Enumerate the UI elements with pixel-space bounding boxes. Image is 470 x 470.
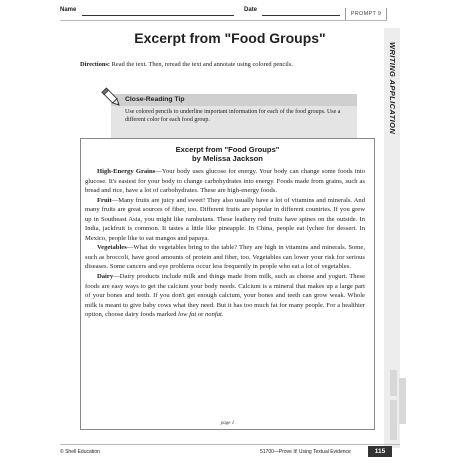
directions-text: Read the text. Then, reread the text and annotate using colored pencils. [110, 61, 293, 68]
italic-low-fat: low fat [178, 311, 197, 319]
text-dairy-end: . [221, 311, 224, 319]
bar-3 [390, 400, 397, 440]
passage-title: Excerpt from "Food Groups" [175, 145, 280, 154]
bar-1 [390, 370, 397, 396]
tip-body: Use colored pencils to underline important information for each of the food groups. Use a different color for each food group. [125, 109, 341, 123]
bottom-rule [60, 444, 400, 445]
heading-vegetables: Vegetables [97, 244, 127, 252]
italic-nonfat: nonfat [204, 311, 222, 319]
passage-author: by Melissa Jackson [192, 154, 263, 163]
directions [80, 61, 370, 69]
tip-heading: Close-Reading Tip [125, 95, 185, 103]
directions-label: Directions: [80, 61, 111, 68]
side-label-text: WRITING APPLICATION [388, 42, 397, 135]
passage-body [85, 167, 365, 320]
pencil-icon [100, 86, 124, 110]
paragraph-fruit [85, 196, 365, 244]
passage-page-label: page 1 [220, 421, 235, 426]
decorative-bars [388, 370, 408, 444]
top-rule [60, 20, 387, 21]
footer-product: 51700—Prove It! Using Textual Evidence [260, 449, 351, 455]
text-dairy: —Dairy products include milk and things made from milk, such as cheese and yogurt. These foods are easy ways to get the calcium your body needs. Calcium is a mineral that makes up a large part of your bones and teeth. If you don't get enough calcium, your bones and teeth can grow weak. Whole milk is meant to give baby cows what they need. But it has too much fat for many people. For a healthier option, choose dairy foods marked [85, 273, 365, 319]
name-line [82, 15, 234, 16]
side-label [386, 42, 400, 192]
page-title: Excerpt from "Food Groups" [134, 30, 326, 46]
bar-2 [399, 378, 406, 424]
prompt-tab: PROMPT 9 [345, 8, 387, 21]
footer-publisher: © Shell Education [60, 449, 100, 455]
tip-header [111, 94, 357, 106]
header-bar [60, 6, 384, 18]
passage-box [80, 138, 375, 430]
text-grains: —Your body uses glucose for energy. Your body can change some foods into glucose. It's easiest for your body to change carbohydrates into energy. Foods made from grains, such as bread and rice, have a lot of carbohydrates. These are high-energy foods. [85, 168, 365, 195]
paragraph-vegetables [85, 243, 365, 272]
close-reading-tip [111, 94, 357, 138]
heading-fruit: Fruit [97, 196, 112, 204]
paragraph-dairy [85, 272, 365, 320]
heading-dairy: Dairy [97, 273, 114, 281]
text-vegetables: —What do vegetables bring to the table? They are high in vitamins and minerals. Some, such as broccoli, have good amounts of protein and fiber, too. Vegetables can lower your risk for serious diseases. Some cancers and eye problems occur less frequently in people who eat a lot of vegetables. [85, 244, 365, 271]
date-label: Date [244, 7, 258, 13]
footer [60, 446, 400, 458]
text-fruit: —Many fruits are juicy and sweet! They also usually have a lot of vitamins and minerals. And many fruits are great sources of fiber, too. Different fruits are popular in different countries. If you grew up in Southeast Asia, you might like rambutans. These leathery red fruits have spines on the outside. In India, jackfruit is common. It tastes a little like pineapple. In China, people eat lychee for dessert. In Mexico, people like to eat mangos and papaya. [85, 196, 365, 242]
page-number-badge: 115 [368, 446, 392, 457]
date-line [262, 15, 340, 16]
paragraph-grains [85, 167, 365, 196]
text-dairy-mid: or [196, 311, 205, 319]
name-label: Name [60, 7, 77, 13]
heading-grains: High-Energy Grains [97, 168, 156, 175]
